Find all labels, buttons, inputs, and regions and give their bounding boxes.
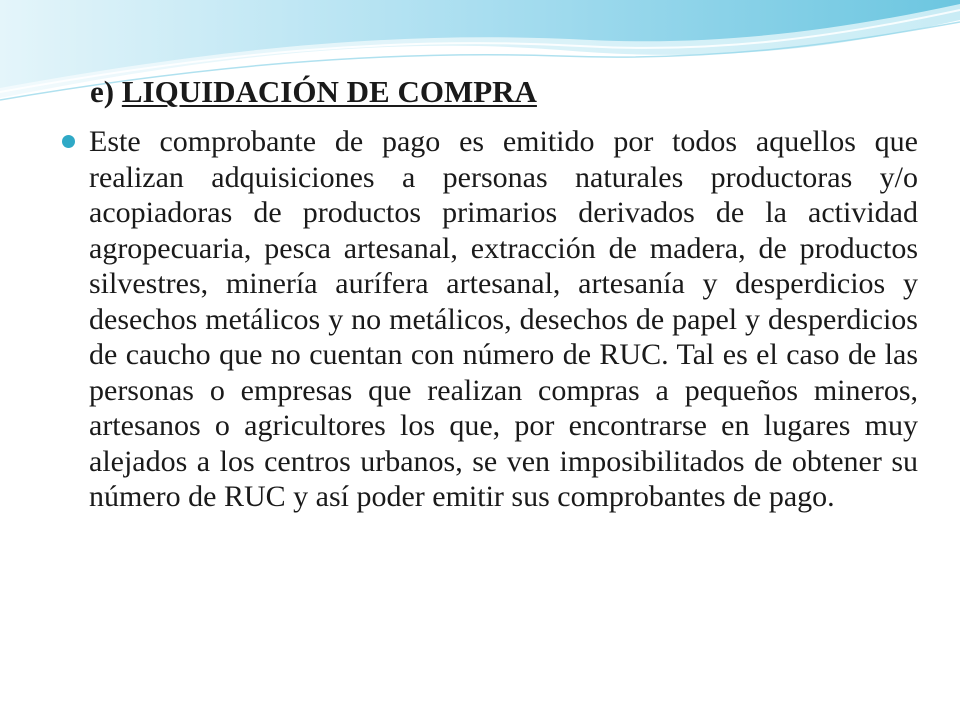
bullet-icon <box>62 135 75 148</box>
heading-prefix: e) <box>90 74 122 109</box>
slide-heading <box>90 74 537 110</box>
body-paragraph: Este comprobante de pago es emitido por todos aquellos que realizan adquisiciones a personas naturales productoras y/o acopiadoras de productos primarios derivados de la actividad agropecuaria, pesca artesanal, extracción de madera, de productos silvestres, minería aurífera artesanal, artesanía y desperdicios y desechos metálicos y no metálicos, desechos de papel y desperdicios de caucho que no cuentan con número de RUC. Tal es el caso de las personas o empresas que realizan compras a pequeños mineros, artesanos o agricultores los que, por encontrarse en lugares muy alejados a los centros urbanos, se ven imposibilitados de obtener su número de RUC y así poder emitir sus comprobantes de pago. <box>89 125 918 513</box>
bullet-item <box>62 124 918 515</box>
heading-title: LIQUIDACIÓN DE COMPRA <box>121 74 537 109</box>
